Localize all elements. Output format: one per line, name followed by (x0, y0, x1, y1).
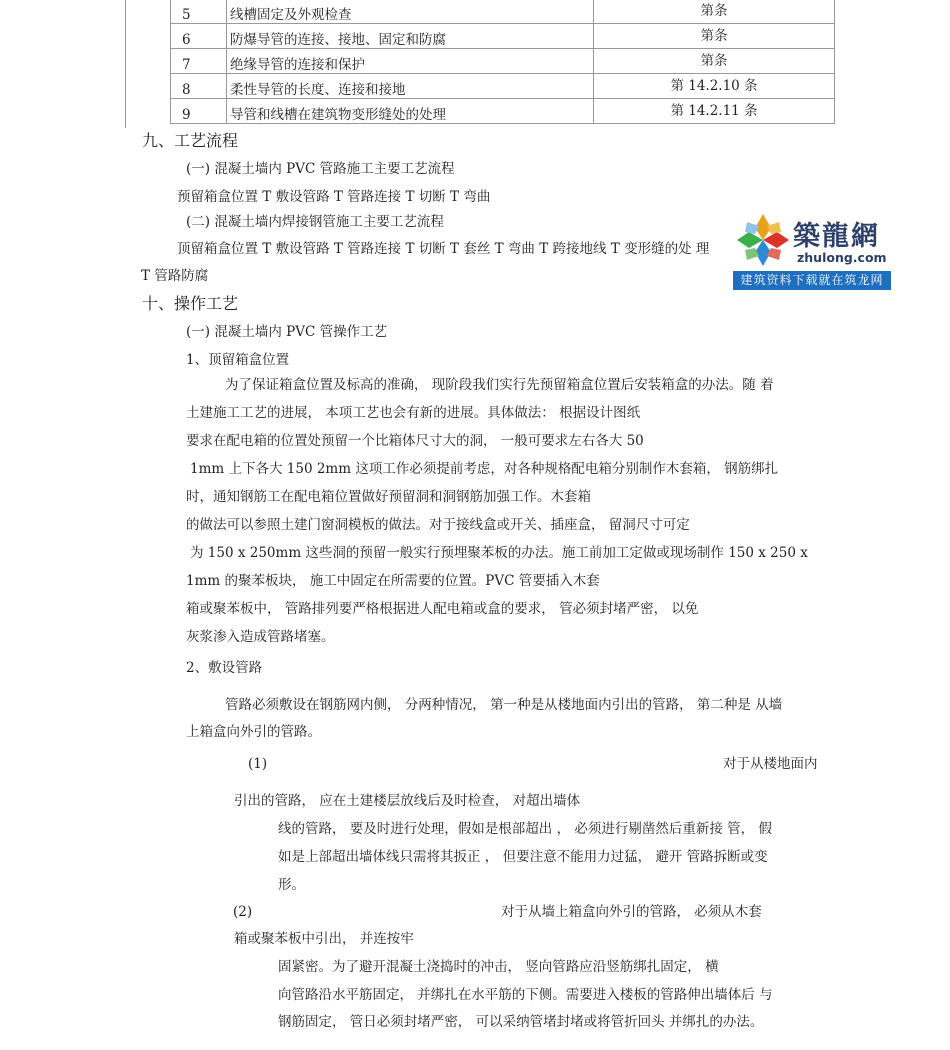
zhulong-logo (733, 210, 891, 290)
section-10-sub-1: (一) 混凝土墙内 PVC 管操作工艺 (186, 324, 388, 340)
row-item: 导管和线槽在建筑物变形缝处的处理 (227, 99, 594, 124)
table-row (171, 99, 835, 124)
paragraph-line: 土建施工工艺的进展， 本项工艺也会有新的进展。具体做法： 根据设计图纸 (186, 405, 641, 421)
table-row (171, 49, 835, 74)
item-2-heading: 对于从墙上箱盒向外引的管路， 必须从木套 (501, 904, 762, 920)
paragraph-line: 箱或聚苯板中， 管路排列要严格根据进人配电箱或盒的要求， 管必须封堵严密， 以免 (186, 601, 699, 617)
row-item: 绝缘导管的连接和保护 (227, 49, 594, 74)
paragraph-line: 的做法可以参照土建门窗洞模板的做法。对于接线盒或开关、插座盒， 留洞尺寸可定 (186, 517, 690, 533)
logo-url-text: zhulong.com (797, 250, 887, 265)
row-number: 8 (171, 74, 227, 99)
section-10-title: 十、操作工艺 (142, 294, 239, 313)
paragraph-line: 箱或聚苯板中引出， 并连按牢 (234, 931, 414, 947)
row-item: 防爆导管的连接、接地、固定和防腐 (227, 24, 594, 49)
paragraph-line: 为了保证箱盒位置及标高的准确， 现阶段我们实行先预留箱盒位置后安装箱盒的办法。随 着 (225, 377, 774, 393)
paragraph-line: 上箱盒向外引的管路。 (186, 724, 321, 740)
item-1-heading: 对于从楼地面内 (723, 756, 818, 772)
step-1-title: 1、顶留箱盒位置 (186, 352, 290, 368)
item-1-label: (1) (248, 756, 268, 772)
paragraph-line: 固紧密。为了避开混凝土浇捣时的冲击， 竖向管路应沿竖筋绑扎固定， 横 (278, 959, 719, 975)
paragraph-line: 形。 (278, 877, 305, 893)
paragraph-line: 1mm 的聚苯板块， 施工中固定在所需要的位置。PVC 管要插入木套 (186, 573, 600, 589)
row-number: 5 (171, 0, 227, 24)
table-row (171, 74, 835, 99)
item-2-label: (2) (233, 904, 253, 920)
logo-chinese-text: 築龍網 (793, 221, 880, 252)
paragraph-line: 时，通知钢筋工在配电箱位置做好预留洞和洞钢筋加强工作。木套箱 (186, 489, 591, 505)
logo-slogan: 建筑资料下载就在筑龙网 (733, 271, 891, 290)
paragraph-line: 线的管路， 要及时进行处理，假如是根部超出 ， 必须进行剔凿然后重新接 管， 假 (278, 821, 772, 837)
logo-diamond-icon (733, 210, 793, 272)
row-item: 线槽固定及外观检查 (227, 0, 594, 24)
section-9-flow-1: 预留箱盒位置 T 敷设管路 T 管路连接 T 切断 T 弯曲 (177, 189, 491, 205)
table-body (171, 0, 835, 124)
section-9-sub-2: (二) 混凝土墙内焊接钢管施工主要工艺流程 (186, 214, 444, 230)
paragraph-line: 灰浆渗入造成管路堵塞。 (186, 629, 335, 645)
table-left-rule (125, 0, 126, 128)
paragraph-line: 要求在配电箱的位置处预留一个比箱体尺寸大的洞， 一般可要求左右各大 50 (186, 433, 644, 449)
step-2-title: 2、敷设管路 (186, 660, 263, 676)
row-number: 6 (171, 24, 227, 49)
row-reference: 第条 (594, 0, 835, 24)
row-number: 9 (171, 99, 227, 124)
section-9-flow-2: 顶留箱盒位置 T 敷设管路 T 管路连接 T 切断 T 套丝 T 弯曲 T 跨接地线 T 变形缝的处 理 (177, 241, 710, 257)
row-reference: 第 14.2.10 条 (594, 74, 835, 99)
section-9-title: 九、工艺流程 (142, 131, 239, 150)
row-reference: 第条 (594, 49, 835, 74)
paragraph-line: 如是上部超出墙体线只需将其扳正 ， 但要注意不能用力过猛， 避开 管路拆断或变 (278, 849, 768, 865)
paragraph-line: 为 150 x 250mm 这些洞的预留一般实行预埋聚苯板的办法。施工前加工定做或现场制作 150 x 250 x (190, 545, 808, 561)
row-item: 柔性导管的长度、连接和接地 (227, 74, 594, 99)
row-reference: 第 14.2.11 条 (594, 99, 835, 124)
paragraph-line: 1mm 上下各大 150 2mm 这项工作必须提前考虑，对各种规格配电箱分别制作木套箱， 钢筋绑扎 (190, 461, 779, 477)
inspection-table (170, 0, 835, 124)
table-row (171, 0, 835, 24)
paragraph-line: 引出的管路， 应在土建楼层放线后及时检查， 对超出墙体 (234, 793, 581, 809)
paragraph-line: 向管路沿水平筋固定， 并绑扎在水平筋的下侧。需要进入楼板的管路伸出墙体后 与 (278, 987, 773, 1003)
table-row (171, 24, 835, 49)
section-9-sub-1: (一) 混凝土墙内 PVC 管路施工主要工艺流程 (186, 161, 455, 177)
row-number: 7 (171, 49, 227, 74)
paragraph-line: 钢筋固定， 管日必须封堵严密， 可以采纳管堵封堵或将管折回头 并绑扎的办法。 (278, 1014, 764, 1030)
row-reference: 第条 (594, 24, 835, 49)
paragraph-line: 管路必须敷设在钢筋网内侧， 分两种情况， 第一种是从楼地面内引出的管路， 第二种是 从墙 (225, 697, 783, 713)
section-9-flow-2-cont: T 管路防腐 (141, 268, 209, 284)
